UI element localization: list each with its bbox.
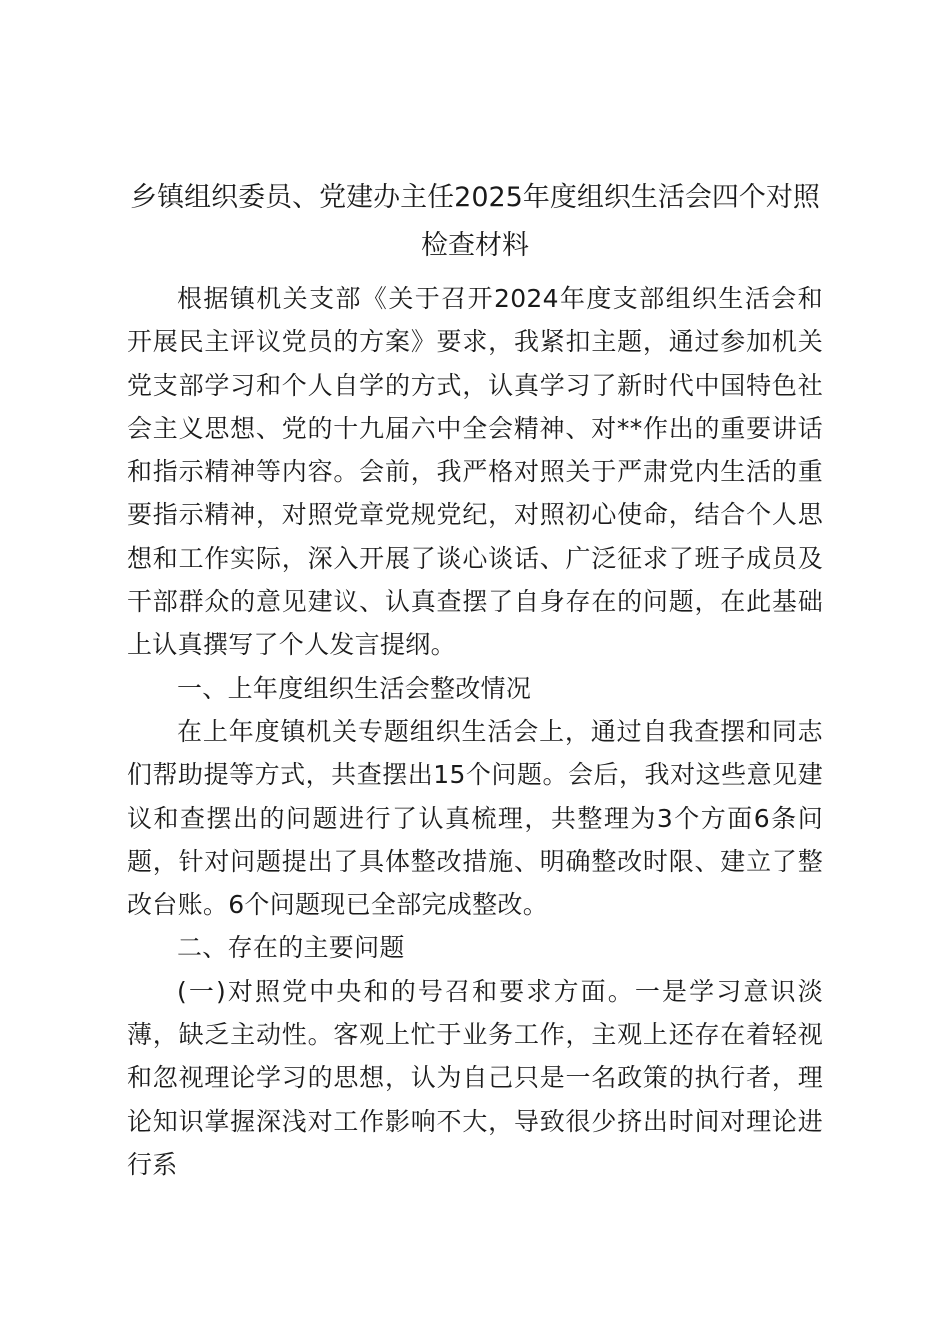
paragraph-intro: 根据镇机关支部《关于召开2024年度支部组织生活会和开展民主评议党员的方案》要求，我紧扣主题，通过参加机关党支部学习和个人自学的方式，认真学习了新时代中国特色社会主义思想、党的十九届六中全会精神、对**作出的重要讲话和指示精神等内容。会前，我严格对照关于严肃党内生活的重要指示精神，对照党章党规党纪，对照初心使命，结合个人思想和工作实际，深入开展了谈心谈话、广泛征求了班子成员及干部群众的意见建议、认真查摆了自身存在的问题，在此基础上认真撰写了个人发言提纲。 (127, 284, 823, 660)
section-heading-2: 二、存在的主要问题 (177, 933, 405, 963)
document-title: 乡镇组织委员、党建办主任2025年度组织生活会四个对照检查材料 (130, 182, 820, 261)
document-body (127, 277, 823, 1186)
section-heading-1: 一、上年度组织生活会整改情况 (177, 673, 532, 703)
paragraph-problems: (一)对照党中央和的号召和要求方面。一是学习意识淡薄，缺乏主动性。客观上忙于业务工作，主观上还存在着轻视和忽视理论学习的思想，认为自己只是一名政策的执行者，理论知识掌握深浅对工作影响不大，导致很少挤出时间对理论进行系 (127, 976, 823, 1179)
paragraph-rectification: 在上年度镇机关专题组织生活会上，通过自我查摆和同志们帮助提等方式，共查摆出15个问题。会后，我对这些意见建议和查摆出的问题进行了认真梳理，共整理为3个方面6条问题，针对问题提出了具体整改措施、明确整改时限、建立了整改台账。6个问题现已全部完成整改。 (127, 716, 823, 920)
